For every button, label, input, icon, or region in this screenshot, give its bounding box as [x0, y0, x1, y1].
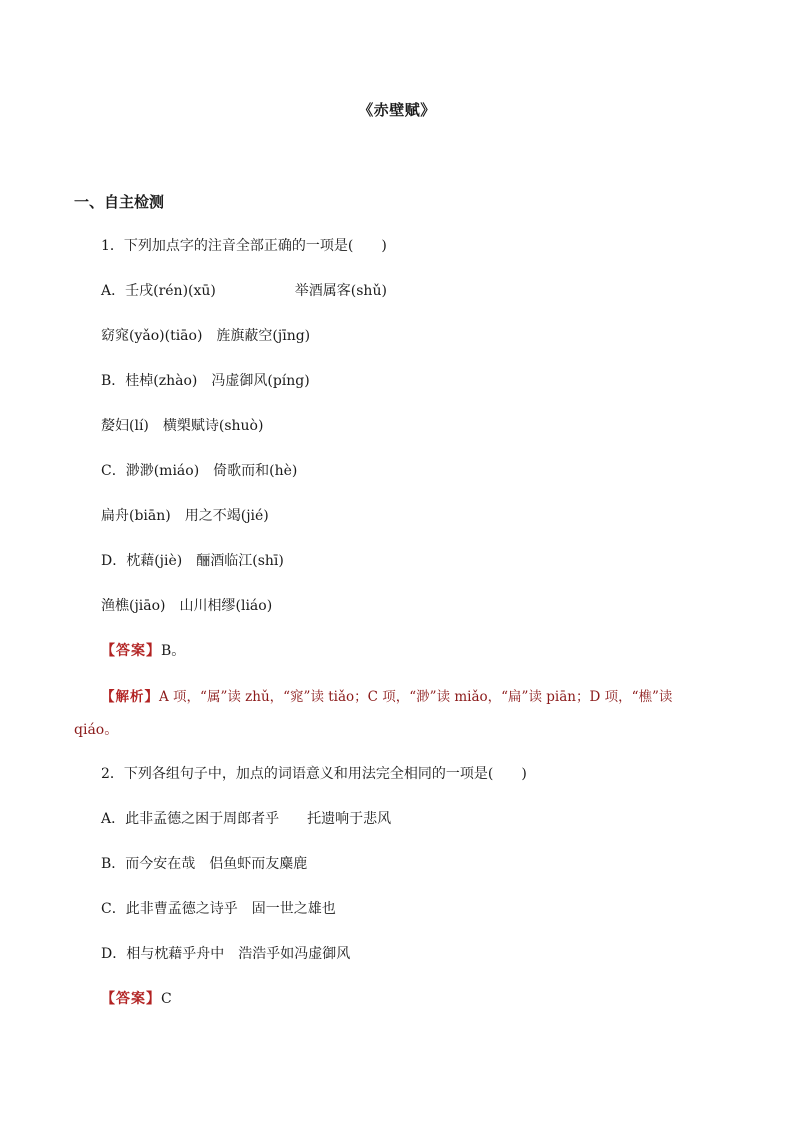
q1-option-b-line1: B．桂棹(zhào) 冯虚御风(píng): [101, 373, 310, 389]
q2-answer-tag: 【答案】: [101, 991, 161, 1007]
q1-option-a-right: 举酒属客(shǔ): [294, 283, 387, 299]
q1-option-a-left: A．壬戌(rén)(xū): [101, 283, 216, 299]
q1-answer-value: B。: [161, 643, 186, 659]
q1-answer: [101, 641, 185, 661]
q1-option-c-line1: C．渺渺(miáo) 倚歌而和(hè): [101, 463, 298, 479]
q1-analysis-line2: qiáo。: [74, 722, 119, 738]
q1-option-c-line2: 扁舟(biān) 用之不竭(jié): [101, 508, 269, 524]
q2-option-d: D．相与枕藉乎舟中 浩浩乎如冯虚御风: [101, 946, 351, 962]
q2-answer-value: C: [161, 991, 172, 1007]
q1-analysis-tag: 【解析】: [101, 689, 159, 705]
q1-option-d-line2: 渔樵(jiāo) 山川相缪(liáo): [101, 598, 273, 614]
q1-answer-tag: 【答案】: [101, 643, 161, 659]
q1-analysis-text: A 项，“属”读 zhǔ，“窕”读 tiǎo；C 项，“渺”读 miǎo，“扁”读 piān；D 项，“樵”读: [159, 689, 673, 705]
q2-option-a: A．此非孟德之困于周郎者乎 托遗响于悲风: [101, 811, 392, 827]
q2-option-b: B．而今安在哉 侣鱼虾而友麋鹿: [101, 856, 308, 872]
q1-analysis-line1: [101, 687, 672, 707]
q1-option-a-line2: 窈窕(yǎo)(tiāo) 旌旗蔽空(jīng): [101, 328, 311, 344]
q2-answer: [101, 989, 172, 1009]
q1-option-d-line1: D．枕藉(jiè) 酾酒临江(shī): [101, 553, 284, 569]
q1-option-b-line2: 嫠妇(lí) 横槊赋诗(shuò): [101, 418, 264, 434]
q2-option-c: C．此非曹孟德之诗乎 固一世之雄也: [101, 901, 336, 917]
q1-option-a-line1: [101, 281, 387, 301]
section-heading: 一、自主检测: [74, 193, 165, 211]
document-title: 《赤壁赋》: [358, 101, 436, 119]
question-1-stem: 1．下列加点字的注音全部正确的一项是( ): [101, 238, 387, 254]
question-2-stem: 2．下列各组句子中，加点的词语意义和用法完全相同的一项是( ): [101, 766, 527, 782]
